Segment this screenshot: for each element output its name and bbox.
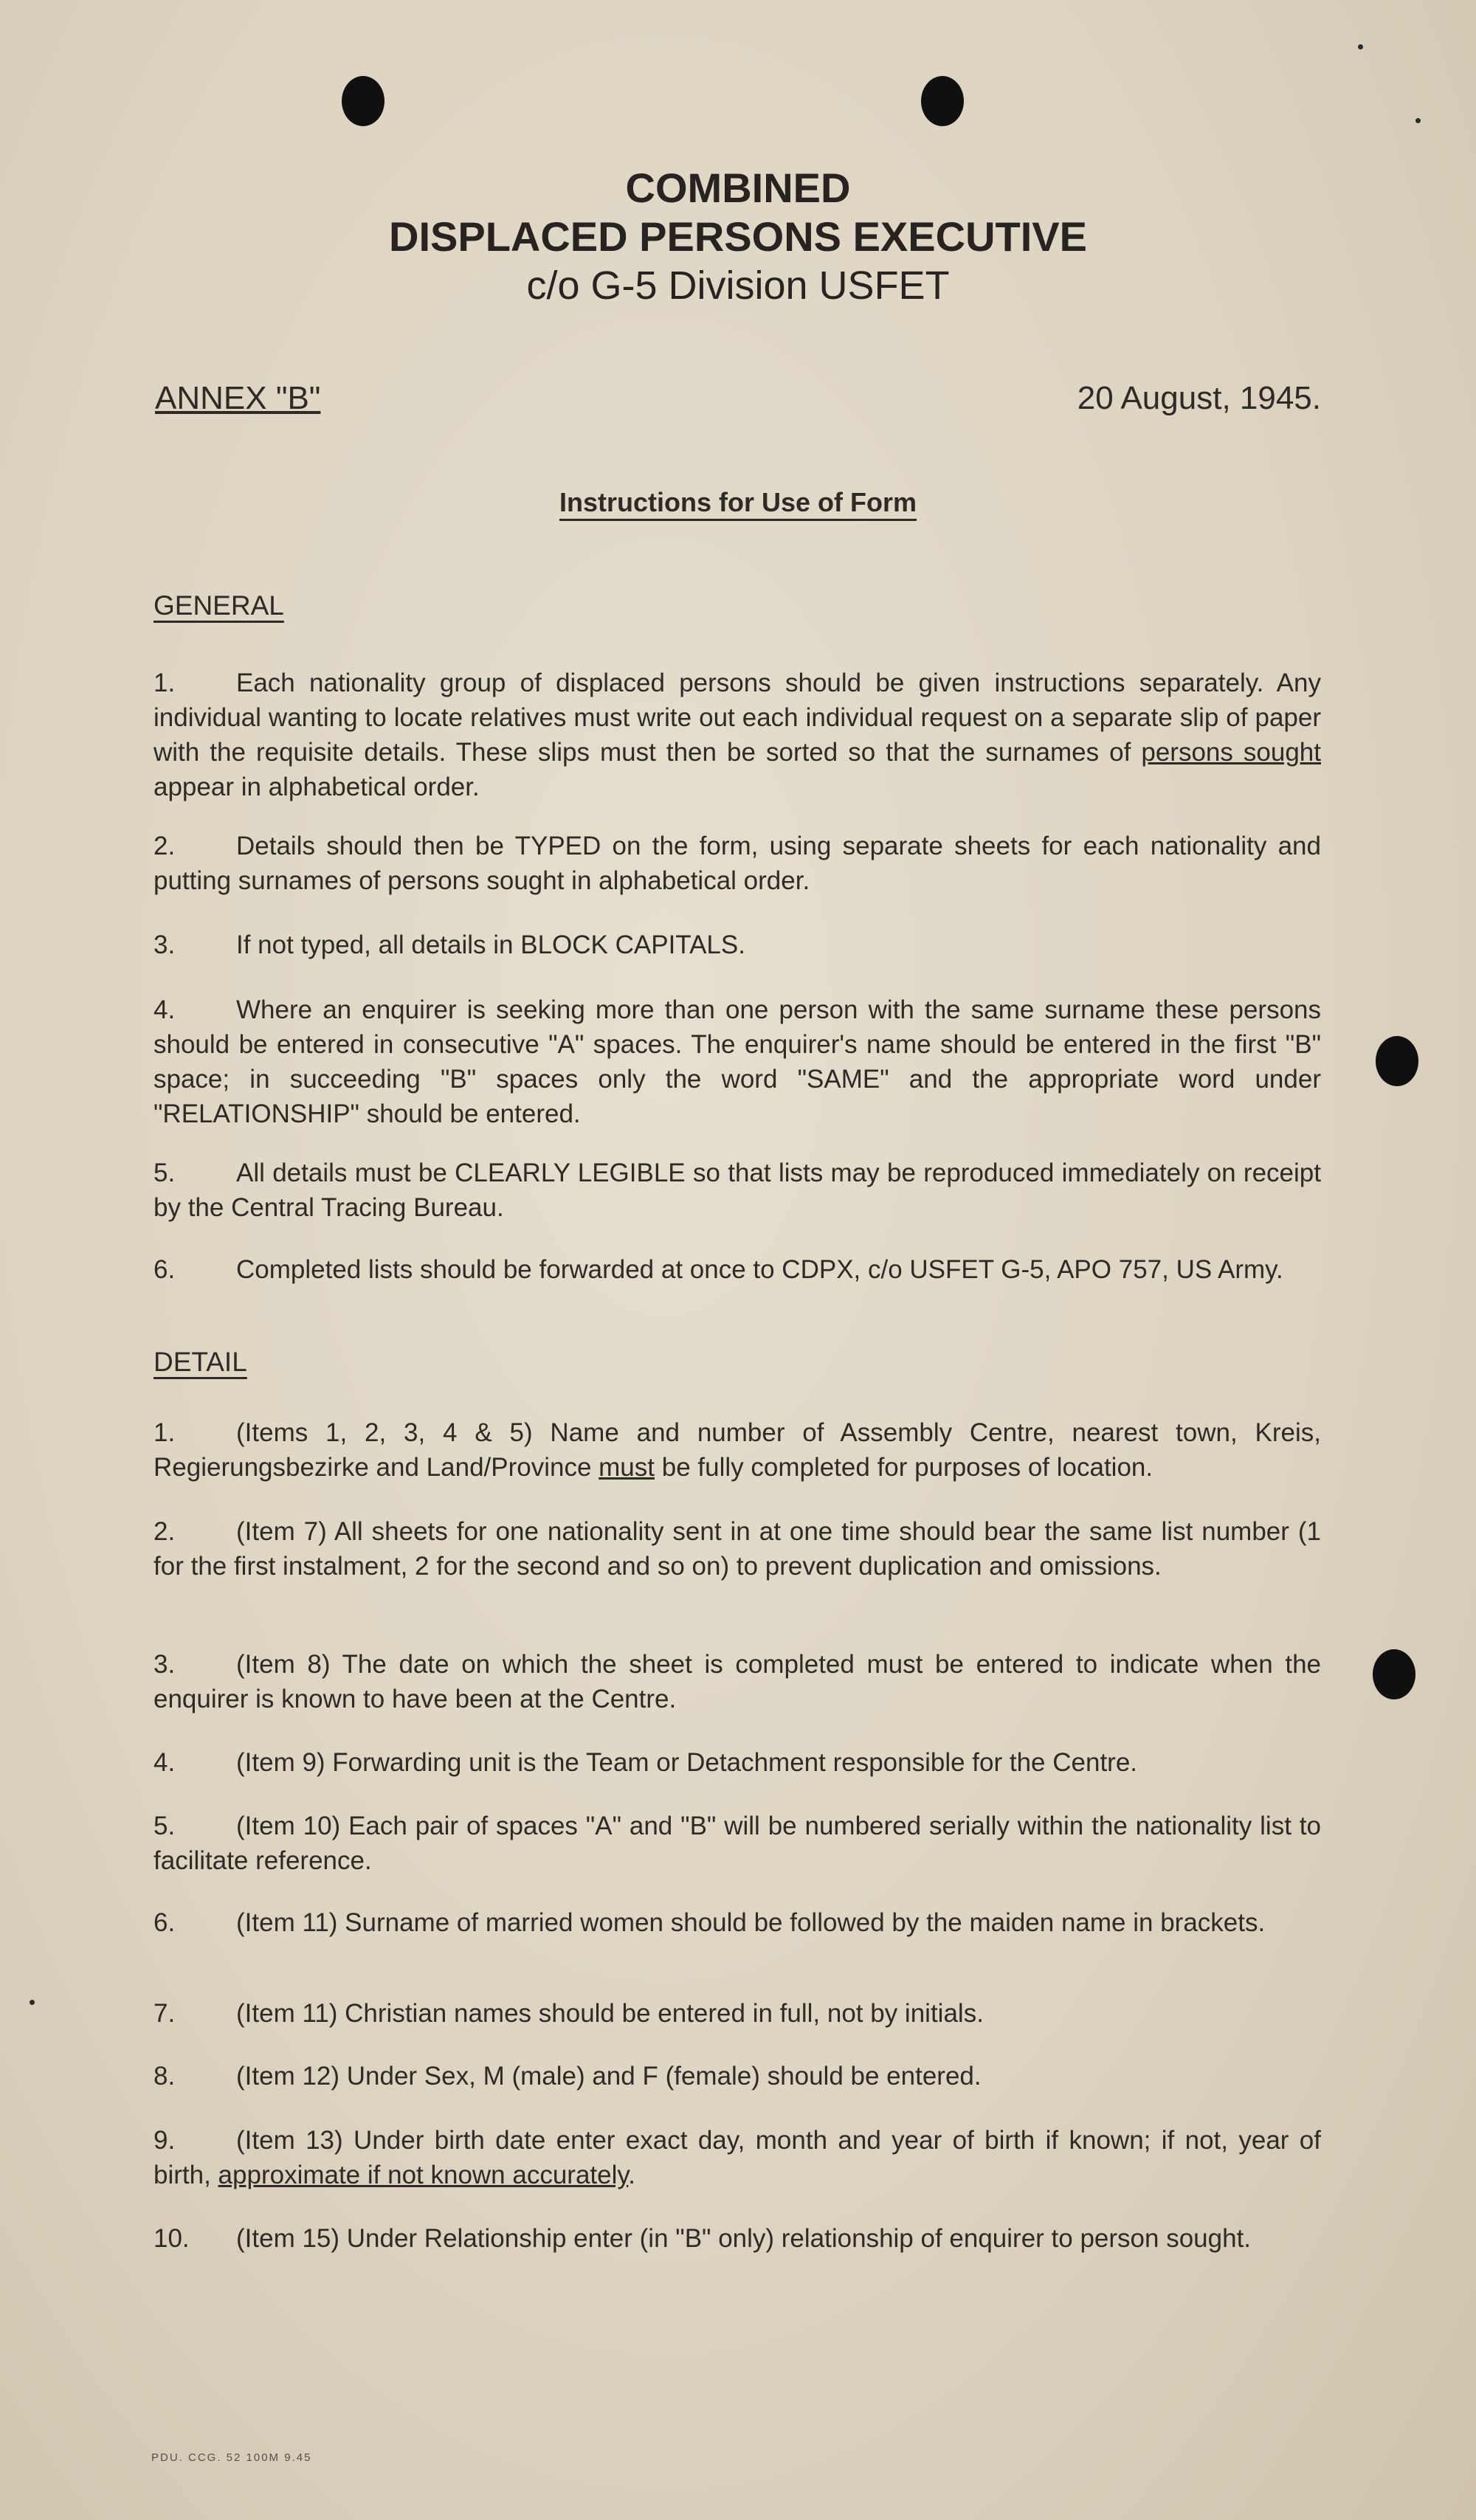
item-number: 6.: [154, 1255, 176, 1284]
item-text: (Item 7) All sheets for one nationality sent in at one time should bear the same list number (1 for the first instalment, 2 for the second and so on) to prevent duplication and omissions.: [154, 1517, 1321, 1581]
item-underlined-text: must: [599, 1453, 655, 1482]
item-text-end: .: [628, 2161, 636, 2189]
paper-speck: [1358, 44, 1363, 49]
header-line-1: COMBINED: [625, 165, 851, 211]
general-item-3: [154, 928, 1321, 962]
item-underlined-text: persons sought: [1141, 738, 1321, 767]
item-text: (Item 11) Surname of married women should be followed by the maiden name in brackets.: [236, 1908, 1266, 1937]
detail-item-9: [154, 2123, 1321, 2192]
subtitle-text: Instructions for Use of Form: [559, 487, 917, 517]
detail-item-10: [154, 2221, 1321, 2256]
document-subtitle: [0, 487, 1476, 518]
item-number: 3.: [154, 931, 176, 959]
item-text: (Item 12) Under Sex, M (male) and F (female) should be entered.: [236, 2062, 982, 2091]
print-code-footer: PDU. CCG. 52 100M 9.45: [151, 2451, 312, 2464]
document-header: [0, 164, 1476, 310]
general-item-5: [154, 1156, 1321, 1225]
item-number: 4.: [154, 995, 176, 1024]
item-text-end: appear in alphabetical order.: [154, 773, 480, 801]
item-text: Each nationality group of displaced persons should be given instructions separately. Any individual wanting to locate relatives must write out each individual request on a separate slip of paper with the requisite details. These slips must then be sorted so that the surnames of: [154, 669, 1321, 767]
item-number: 3.: [154, 1650, 176, 1679]
item-text: (Item 13) Under birth date enter exact day, month and year of birth if known; if not, year of birth,: [154, 2126, 1321, 2189]
item-text: Completed lists should be forwarded at once to CDPX, c/o USFET G-5, APO 757, US Army.: [236, 1255, 1283, 1284]
header-line-2: DISPLACED PERSONS EXECUTIVE: [389, 213, 1087, 260]
item-text: Where an enquirer is seeking more than one person with the same surname these persons should be entered in consecutive "A" spaces. The enquirer's name should be entered in the first "B" space; in succeeding "B" spaces only the word "SAME" and the appropriate word under "RELATIONSHIP" should be entered.: [154, 995, 1321, 1128]
item-text: (Item 9) Forwarding unit is the Team or Detachment responsible for the Centre.: [236, 1748, 1138, 1777]
punch-hole-top-left: [342, 76, 384, 126]
general-item-4: [154, 993, 1321, 1131]
header-line-3: c/o G-5 Division USFET: [526, 263, 950, 308]
item-number: 10.: [154, 2224, 190, 2253]
punch-hole-top-right: [921, 76, 964, 126]
item-text: Details should then be TYPED on the form, using separate sheets for each nationality and putting surnames of persons sought in alphabetical order.: [154, 832, 1321, 895]
item-text: (Item 8) The date on which the sheet is completed must be entered to indicate when the enquirer is known to have been at the Centre.: [154, 1650, 1321, 1713]
item-number: 6.: [154, 1908, 176, 1937]
paper-speck: [30, 2000, 35, 2005]
item-text-end: be fully completed for purposes of location.: [655, 1453, 1153, 1482]
general-item-2: [154, 829, 1321, 898]
detail-item-4: [154, 1745, 1321, 1780]
item-number: 2.: [154, 1517, 176, 1546]
annex-label: ANNEX "B": [155, 380, 321, 416]
general-item-1: [154, 666, 1321, 804]
item-text: (Item 10) Each pair of spaces "A" and "B" will be numbered serially within the nationality list to facilitate reference.: [154, 1812, 1321, 1875]
detail-item-8: [154, 2059, 1321, 2093]
item-number: 8.: [154, 2062, 176, 2091]
punch-hole-right-upper: [1376, 1036, 1418, 1086]
detail-item-1: [154, 1415, 1321, 1485]
general-item-6: [154, 1252, 1321, 1287]
document-date: 20 August, 1945.: [1077, 380, 1321, 416]
item-text: All details must be CLEARLY LEGIBLE so that lists may be reproduced immediately on receipt by the Central Tracing Bureau.: [154, 1159, 1321, 1222]
item-number: 1.: [154, 1418, 176, 1447]
paper-speck: [1415, 118, 1421, 123]
item-number: 7.: [154, 1999, 176, 2028]
item-number: 9.: [154, 2126, 176, 2155]
item-text: (Item 11) Christian names should be entered in full, not by initials.: [236, 1999, 984, 2028]
punch-hole-right-lower: [1373, 1649, 1415, 1699]
item-text: If not typed, all details in BLOCK CAPITALS.: [236, 931, 745, 959]
detail-item-7: [154, 1996, 1321, 2031]
item-text: (Items 1, 2, 3, 4 & 5) Name and number of Assembly Centre, nearest town, Kreis, Regierungsbezirke and Land/Province: [154, 1418, 1321, 1482]
detail-item-2: [154, 1514, 1321, 1584]
item-number: 4.: [154, 1748, 176, 1777]
item-number: 1.: [154, 669, 176, 697]
item-text: (Item 15) Under Relationship enter (in "B" only) relationship of enquirer to person sought.: [236, 2224, 1252, 2253]
item-number: 5.: [154, 1159, 176, 1187]
item-number: 5.: [154, 1812, 176, 1840]
detail-item-6: [154, 1905, 1321, 1940]
detail-item-5: [154, 1809, 1321, 1878]
section-heading-detail: DETAIL: [154, 1347, 247, 1377]
item-underlined-text: approximate if not known accurately: [218, 2161, 629, 2189]
section-heading-general: GENERAL: [154, 590, 284, 621]
detail-item-3: [154, 1647, 1321, 1716]
item-number: 2.: [154, 832, 176, 860]
